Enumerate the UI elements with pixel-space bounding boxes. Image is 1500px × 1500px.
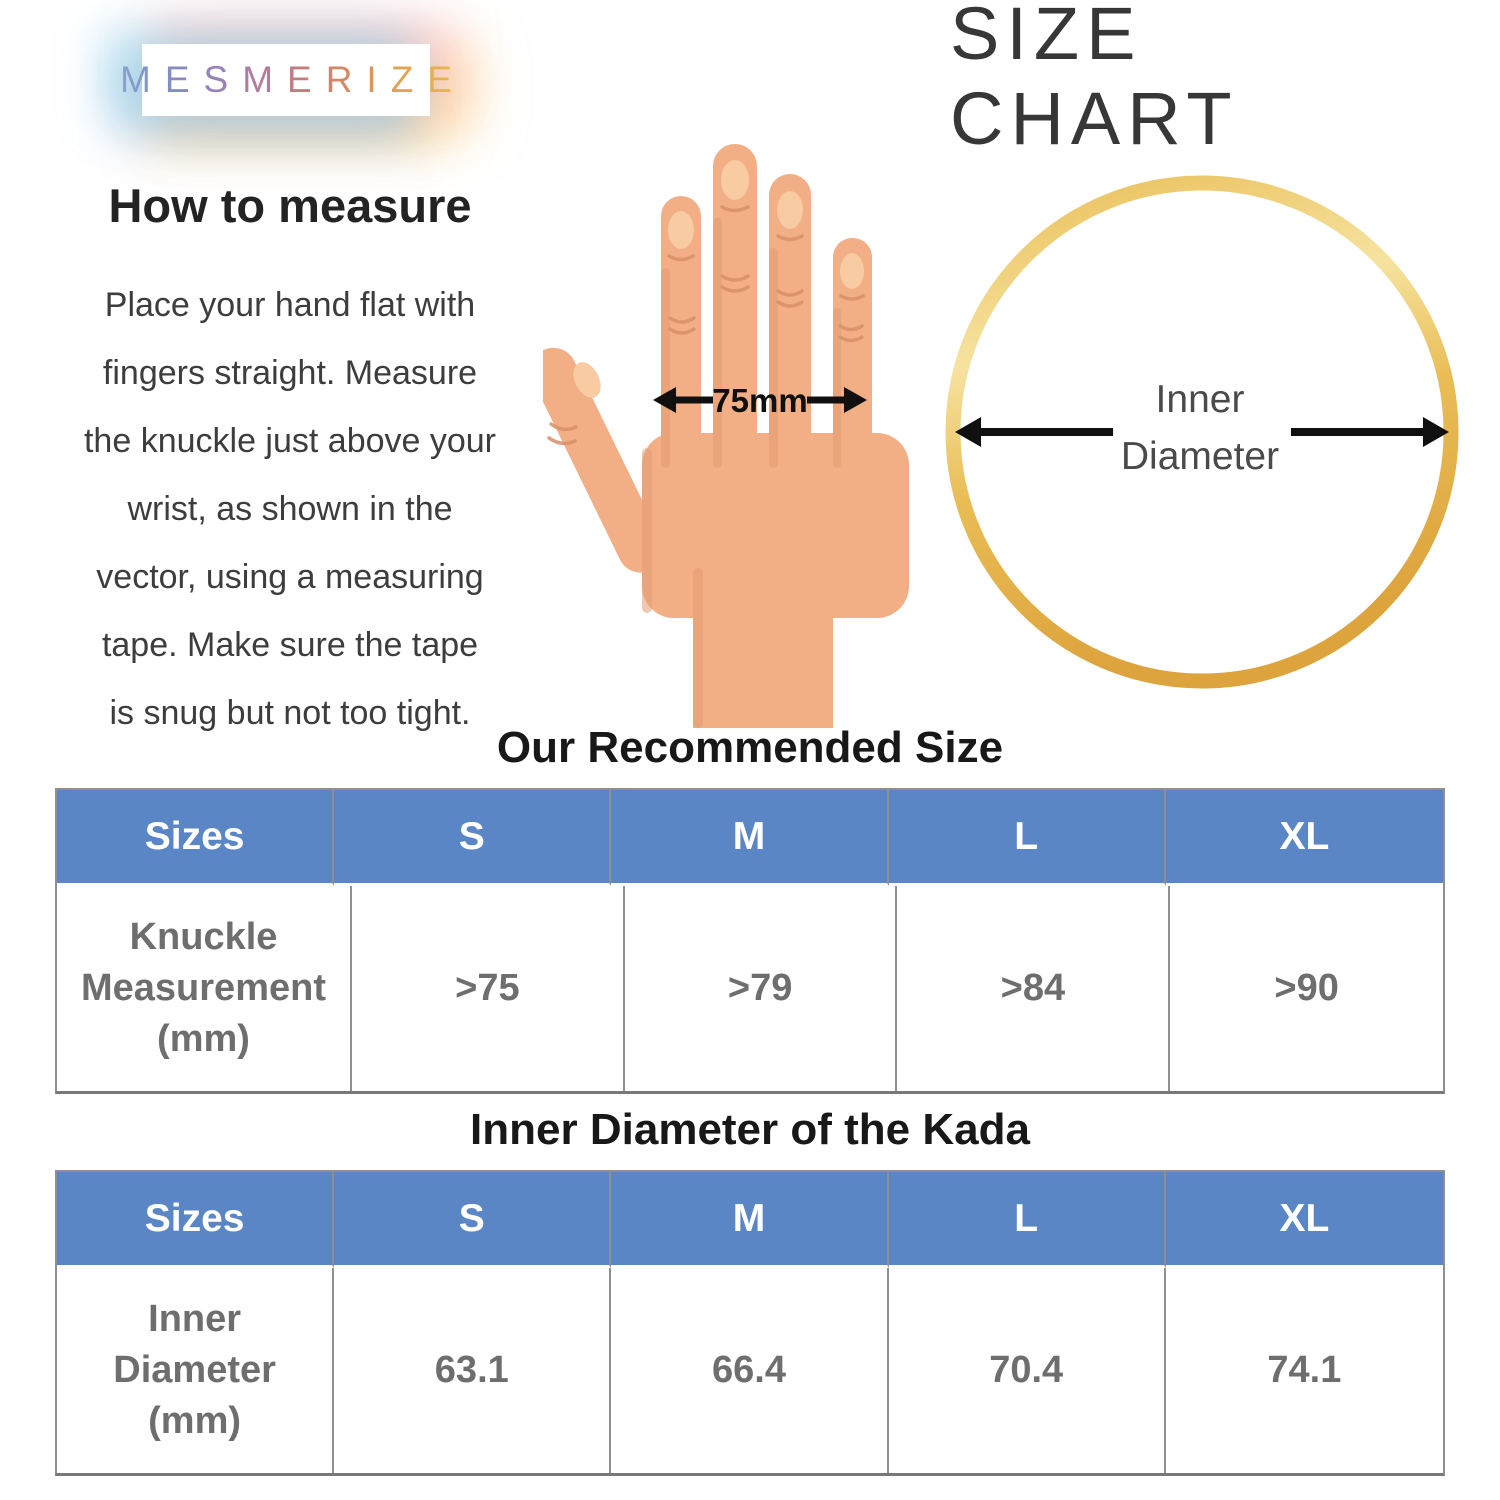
recommended-size-table: [55, 788, 1445, 1094]
header-cell-sizes: Sizes: [57, 790, 334, 886]
value-cell-s: >75: [352, 886, 625, 1091]
header-cell-m: M: [611, 790, 888, 886]
header-cell-l: L: [889, 1172, 1166, 1268]
value-cell-m: 66.4: [611, 1268, 888, 1473]
header-cell-xl: XL: [1166, 1172, 1443, 1268]
hand-measure-illustration: [543, 128, 923, 728]
instruction-line: tape. Make sure the tape: [101, 626, 479, 664]
row-label-cell: Knuckle Measurement (mm): [57, 886, 352, 1091]
how-to-measure-heading: How to measure: [108, 179, 472, 232]
brand-logo: [120, 44, 466, 116]
knuckle-width-label: 75mm: [712, 382, 808, 419]
inner-diameter-title: Inner Diameter of the Kada: [470, 1105, 1030, 1154]
how-to-measure-section: [48, 178, 532, 747]
value-cell-s: 63.1: [334, 1268, 611, 1473]
header-cell-sizes: Sizes: [57, 1172, 334, 1268]
inner-diameter-label-line2: Diameter: [1120, 434, 1280, 478]
header-cell-xl: XL: [1166, 790, 1443, 886]
brand-logo-text: MESMERIZE: [106, 59, 466, 101]
table-header-row: [57, 790, 1443, 886]
recommended-size-title: Our Recommended Size: [496, 723, 1004, 772]
row-label-cell: Inner Diameter (mm): [57, 1268, 334, 1473]
header-cell-l: L: [889, 790, 1166, 886]
value-cell-xl: >90: [1274, 966, 1339, 1009]
value-cell-l: >84: [897, 886, 1170, 1091]
table-header-row: [57, 1172, 1443, 1268]
inner-diameter-label-line1: Inner: [1155, 377, 1245, 421]
kada-diameter-illustration: [935, 155, 1465, 700]
value-cell-m: >79: [625, 886, 898, 1091]
instruction-line: is snug but not too tight.: [109, 694, 471, 732]
instruction-line: Place your hand flat with: [104, 286, 476, 324]
kada-ring-svg: [935, 155, 1465, 700]
inner-diameter-arrow: [955, 417, 1449, 447]
instruction-line: vector, using a measuring: [96, 558, 484, 596]
table-row: [57, 1268, 1443, 1473]
header-cell-s: S: [334, 1172, 611, 1268]
table-row: [57, 886, 1443, 1091]
hand-illustration-svg: [543, 128, 923, 728]
instruction-line: the knuckle just above your: [83, 422, 497, 460]
header-cell-s: S: [334, 790, 611, 886]
instruction-line: wrist, as shown in the: [127, 490, 453, 528]
page-title: SIZE CHART: [950, 0, 1239, 160]
instruction-line: fingers straight. Measure: [102, 354, 478, 392]
header-cell-m: M: [611, 1172, 888, 1268]
value-cell-xl: 74.1: [1267, 1348, 1342, 1391]
inner-diameter-table: [55, 1170, 1445, 1476]
value-cell-l: 70.4: [889, 1268, 1166, 1473]
